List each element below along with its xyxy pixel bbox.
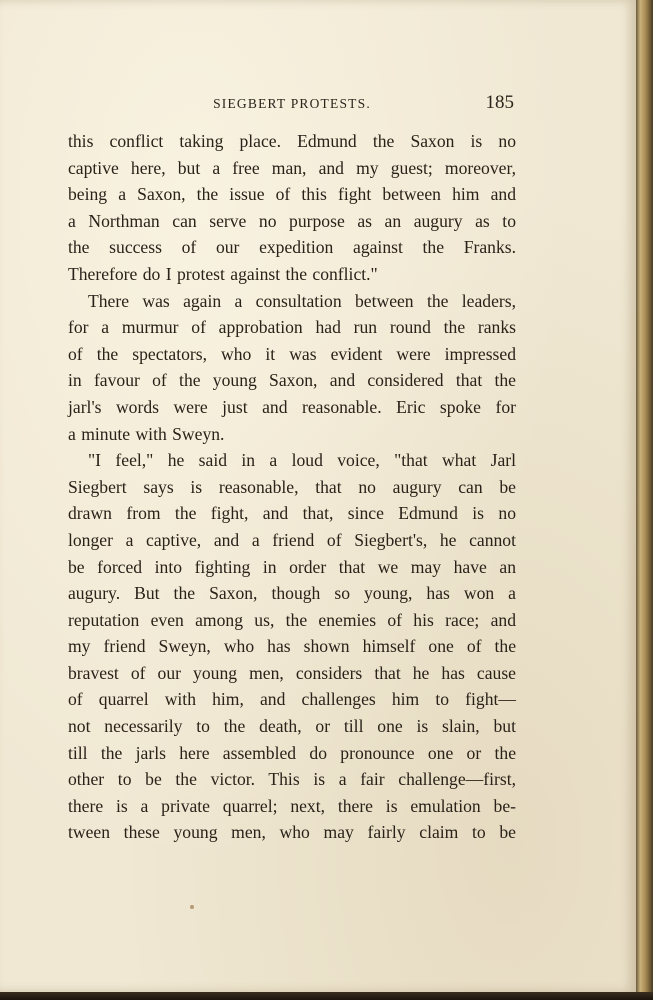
text-line: jarl's words were just and reasonable. Eric spoke for	[68, 396, 516, 417]
paper-spot	[190, 905, 194, 909]
text-line: tween these young men, who may fairly claim to be	[68, 822, 516, 843]
running-head: SIEGBERT PROTESTS.	[213, 96, 371, 111]
text-line: augury. But the Saxon, though so young, has won a	[68, 583, 516, 604]
text-line: There was again a consultation between the leaders,	[88, 290, 516, 311]
text-line: Siegbert says is reasonable, that no augury can be	[68, 476, 516, 497]
book-spine	[636, 0, 653, 1000]
text-line: being a Saxon, the issue of this fight between him and	[68, 184, 516, 205]
text-line: my friend Sweyn, who has shown himself one of the	[68, 636, 516, 657]
text-line: there is a private quarrel; next, there is emulation be-	[68, 795, 516, 816]
text-line: the success of our expedition against the Franks.	[68, 237, 516, 258]
text-line: drawn from the fight, and that, since Edmund is no	[68, 503, 516, 524]
text-line: this conflict taking place. Edmund the Saxon is no	[68, 131, 516, 151]
text-line: for a murmur of approbation had run round the ranks	[68, 317, 516, 338]
text-line: in favour of the young Saxon, and considered that the	[68, 370, 516, 391]
text-line: Therefore do I protest against the conflict."	[68, 263, 378, 284]
page-header	[68, 92, 516, 116]
text-line: "I feel," he said in a loud voice, "that what Jarl	[88, 450, 516, 471]
text-line: reputation even among us, the enemies of his race; and	[68, 609, 516, 630]
text-line: till the jarls here assembled do pronounce one or the	[68, 742, 516, 763]
text-line: other to be the victor. This is a fair challenge—first,	[68, 769, 516, 790]
text-line: bravest of our young men, considers that he has cause	[68, 662, 516, 683]
text-line: longer a captive, and a friend of Siegbert's, he cannot	[68, 529, 516, 550]
page-number: 185	[485, 92, 514, 113]
body-text	[68, 128, 516, 846]
text-line: of the spectators, who it was evident were impressed	[68, 343, 516, 364]
text-line: of quarrel with him, and challenges him to fight—	[68, 689, 516, 710]
text-line: a minute with Sweyn.	[68, 423, 225, 444]
text-line: captive here, but a free man, and my guest; moreover,	[68, 157, 516, 178]
page-bottom-edge	[0, 992, 653, 1000]
text-line: a Northman can serve no purpose as an augury as to	[68, 210, 516, 231]
text-line: be forced into fighting in order that we may have an	[68, 556, 516, 577]
text-line: not necessarily to the death, or till one is slain, but	[68, 716, 516, 737]
